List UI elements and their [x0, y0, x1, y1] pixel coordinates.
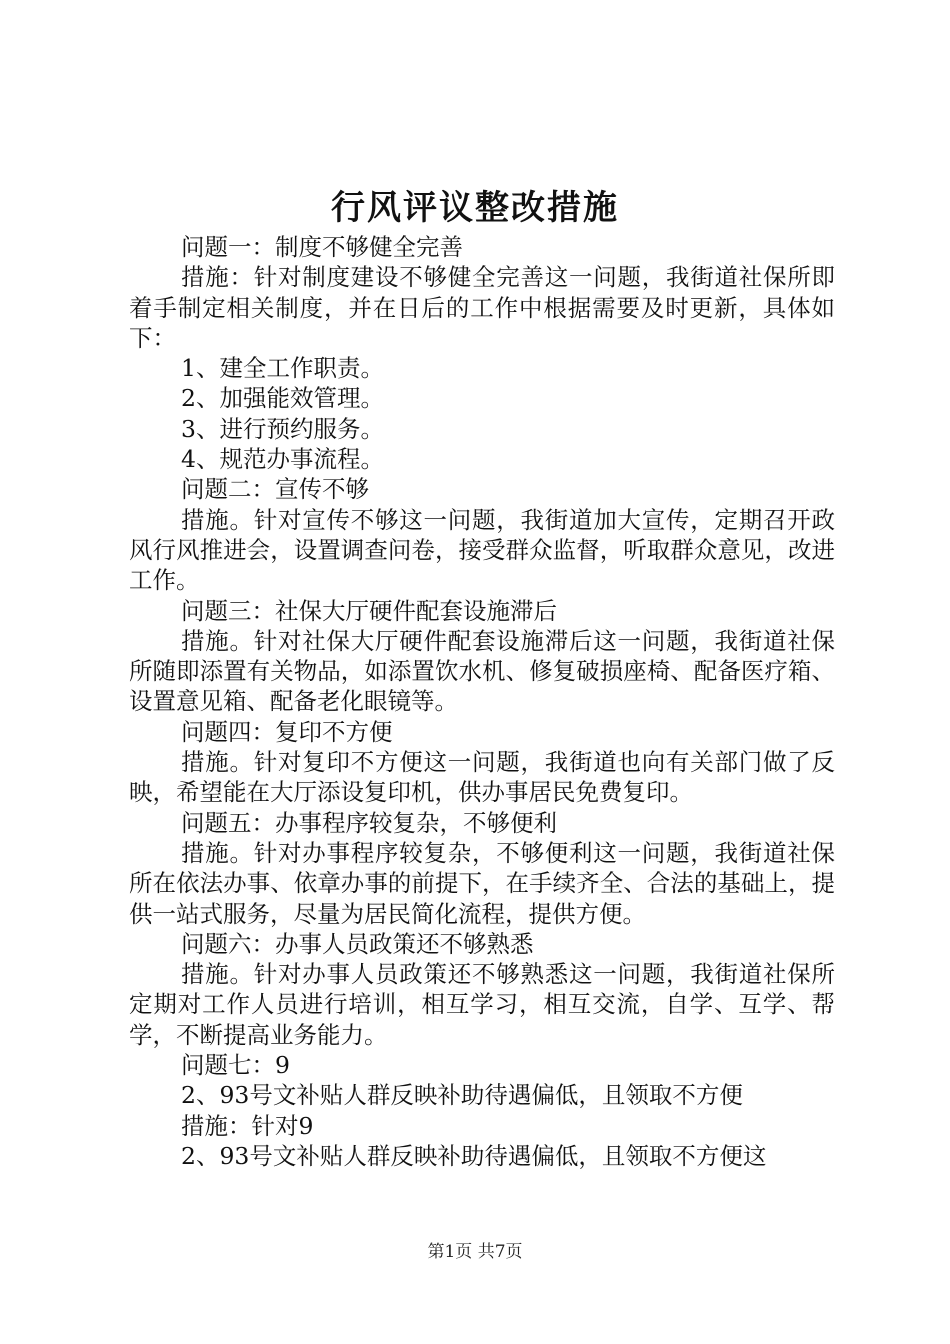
paragraph-measure-6: 措施。针对办事人员政策还不够熟悉这一问题，我街道社保所定期对工作人员进行培训，相互学习，相互交流，自学、互学、帮学，不断提高业务能力。 — [129, 960, 835, 1049]
list-item-1: 1、建全工作职责。 — [181, 354, 384, 383]
paragraph-problem-7-cont: 2、93号文补贴人群反映补助待遇偏低，且领取不方便 — [181, 1081, 743, 1110]
paragraph-problem-1: 问题一：制度不够健全完善 — [181, 233, 463, 261]
paragraph-measure-3: 措施。针对社保大厅硬件配套设施滞后这一问题，我街道社保所随即添置有关物品，如添置饮水机、修复破损座椅、配备医疗箱、设置意见箱、配备老化眼镜等。 — [129, 626, 835, 716]
document-title: 行风评议整改措施 — [331, 188, 619, 228]
paragraph-measure-7: 措施：针对9 — [181, 1111, 314, 1140]
paragraph-problem-7: 问题七：9 — [181, 1051, 290, 1080]
paragraph-problem-5: 问题五：办事程序较复杂，不够便利 — [181, 808, 557, 837]
paragraph-problem-3: 问题三：社保大厅硬件配套设施滞后 — [181, 596, 557, 625]
paragraph-measure-5: 措施。针对办事程序较复杂，不够便利这一问题，我街道社保所在依法办事、依章办事的前提下，在手续齐全、合法的基础上，提供一站式服务，尽量为居民简化流程，提供方便。 — [129, 838, 835, 928]
paragraph-measure-1: 措施：针对制度建设不够健全完善这一问题，我街道社保所即着手制定相关制度，并在日后的工作中根据需要及时更新，具体如下： — [129, 263, 835, 352]
list-item-4: 4、规范办事流程。 — [181, 445, 384, 474]
page-number-footer: 第1页 共7页 — [427, 1242, 523, 1262]
list-item-3: 3、进行预约服务。 — [181, 414, 384, 443]
paragraph-measure-2: 措施。针对宣传不够这一问题，我街道加大宣传，定期召开政风行风推进会，设置调查问卷，接受群众监督，听取群众意见，改进工作。 — [129, 505, 835, 595]
paragraph-problem-2: 问题二：宣传不够 — [181, 475, 369, 504]
paragraph-problem-6: 问题六：办事人员政策还不够熟悉 — [181, 929, 534, 958]
paragraph-measure-7-cont: 2、93号文补贴人群反映补助待遇偏低，且领取不方便这 — [181, 1141, 767, 1170]
paragraph-problem-4: 问题四：复印不方便 — [181, 717, 393, 746]
list-item-2: 2、加强能效管理。 — [181, 384, 384, 413]
document-body — [129, 232, 835, 1171]
paragraph-measure-4: 措施。针对复印不方便这一问题，我街道也向有关部门做了反映，希望能在大厅添设复印机，供办事居民免费复印。 — [129, 748, 835, 807]
